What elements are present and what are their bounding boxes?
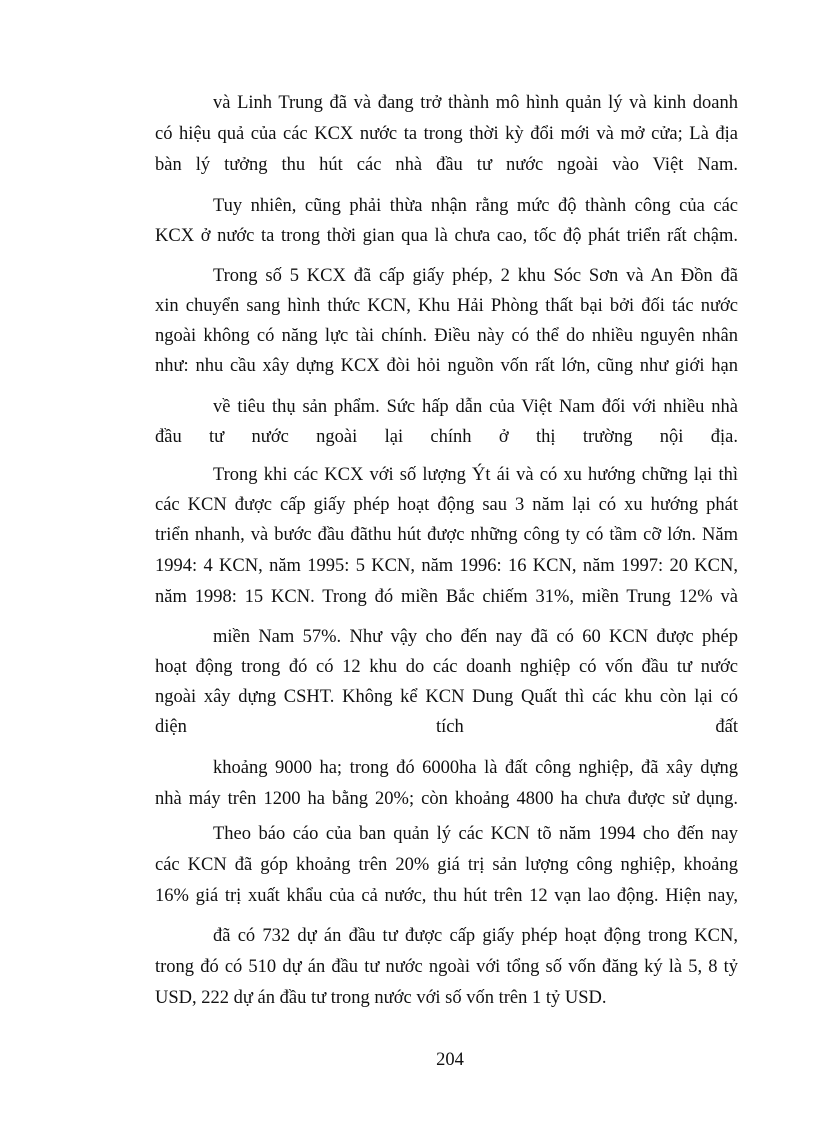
text-line: ngoài không có năng lực tài chính. Điều này có thể do nhiều nguyên nhân — [155, 326, 738, 346]
text-line: KCX ở nước ta trong thời gian qua là chưa cao, tốc độ phát triển rất chậm. — [155, 226, 738, 246]
text-line: các KCN được cấp giấy phép hoạt động sau 3 năm lại có xu hướng phát — [155, 495, 738, 515]
text-line: xin chuyển sang hình thức KCN, Khu Hải Phòng thất bại bởi đối tác nước — [155, 296, 738, 316]
text-line: triển nhanh, và bước đầu đãthu hút được những công ty có tầm cỡ lớn. Năm — [155, 525, 738, 545]
text-line: về tiêu thụ sản phẩm. Sức hấp dẫn của Việt Nam đối với nhiều nhà — [213, 397, 738, 417]
text-line: Tuy nhiên, cũng phải thừa nhận rằng mức độ thành công của các — [213, 196, 738, 216]
text-line: như: nhu cầu xây dựng KCX đòi hỏi nguồn vốn rất lớn, cũng như giới hạn — [155, 356, 738, 376]
text-line: bàn lý tưởng thu hút các nhà đầu tư nước ngoài vào Việt Nam. — [155, 155, 738, 175]
text-line: 16% giá trị xuất khẩu của cả nước, thu hút trên 12 vạn lao động. Hiện nay, — [155, 886, 738, 906]
text-line: đầu tư nước ngoài lại chính ở thị trường nội địa. — [155, 427, 738, 447]
text-line: đã có 732 dự án đầu tư được cấp giấy phép hoạt động trong KCN, — [213, 926, 738, 946]
text-line: có hiệu quả của các KCX nước ta trong thời kỳ đổi mới và mở cửa; Là địa — [155, 124, 738, 144]
spread-word: đất — [715, 717, 738, 737]
text-line: các KCN đã góp khoảng trên 20% giá trị sản lượng công nghiệp, khoảng — [155, 855, 738, 875]
text-line: nhà máy trên 1200 ha bằng 20%; còn khoảng 4800 ha chưa được sử dụng. — [155, 789, 738, 809]
text-line: hoạt động trong đó có 12 khu do các doanh nghiệp có vốn đầu tư nước — [155, 657, 738, 677]
text-line: 1994: 4 KCN, năm 1995: 5 KCN, năm 1996: 16 KCN, năm 1997: 20 KCN, — [155, 556, 738, 576]
text-line: năm 1998: 15 KCN. Trong đó miền Bắc chiếm 31%, miền Trung 12% và — [155, 587, 738, 607]
text-line: khoảng 9000 ha; trong đó 6000ha là đất công nghiệp, đã xây dựng — [213, 758, 738, 778]
text-line: Trong số 5 KCX đã cấp giấy phép, 2 khu Sóc Sơn và An Đồn đã — [213, 266, 738, 286]
text-line: trong đó có 510 dự án đầu tư nước ngoài với tổng số vốn đăng ký là 5, 8 tỷ — [155, 957, 738, 977]
page-number: 204 — [436, 1050, 464, 1070]
spread-word: tích — [436, 717, 464, 737]
text-line: miền Nam 57%. Như vậy cho đến nay đã có 60 KCN được phép — [213, 627, 738, 647]
text-line: và Linh Trung đã và đang trở thành mô hình quản lý và kinh doanh — [213, 93, 738, 113]
text-line: Trong khi các KCX với số lượng Ýt ái và có xu hướng chững lại thì — [213, 465, 738, 485]
text-line: ngoài xây dựng CSHT. Không kể KCN Dung Quất thì các khu còn lại có — [155, 687, 738, 707]
spread-word: diện — [155, 717, 187, 737]
spread-line — [155, 712, 738, 742]
text-line: USD, 222 dự án đầu tư trong nước với số vốn trên 1 tỷ USD. — [155, 988, 607, 1008]
text-line: Theo báo cáo của ban quản lý các KCN tõ năm 1994 cho đến nay — [213, 824, 738, 844]
